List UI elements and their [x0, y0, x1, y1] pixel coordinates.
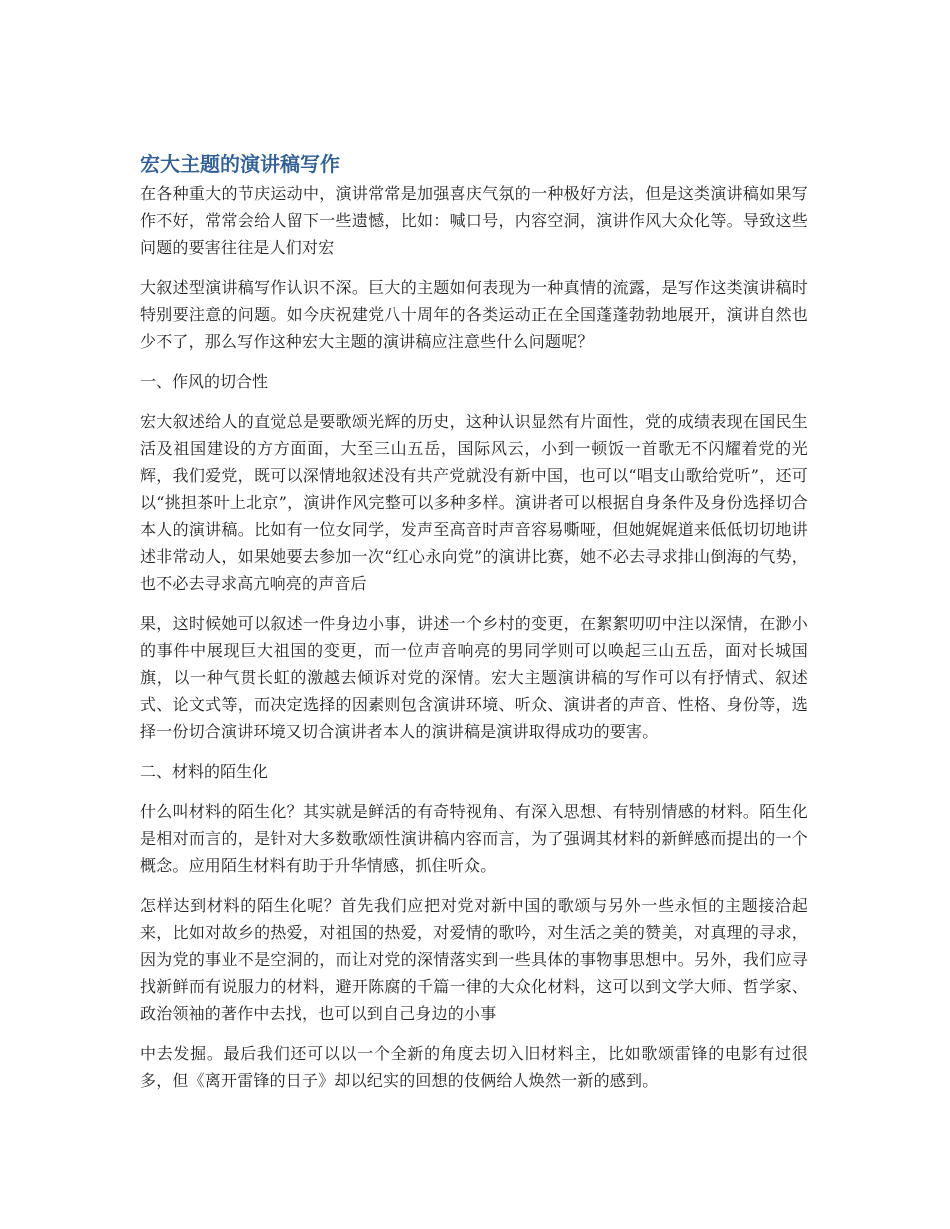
section-heading-style: 一、作风的切合性 [140, 372, 269, 391]
paragraph-style-body: 宏大叙述给人的直觉总是要歌颂光辉的历史，这种认识显然有片面性，党的成绩表现在国民生活及祖国建设的方方面面，大至三山五岳，国际风云，小到一顿饭一首歌无不闪耀着党的光辉，我们爱党，既可以深情地叙述没有共产党就没有新中国，也可以“唱支山歌给党听”，还可以“挑担茶叶上北京”，演讲作风完整可以多种多样。演讲者可以根据自身条件及身份选择切合本人的演讲稿。比如有一位女同学，发声至高音时声音容易嘶哑，但她娓娓道来低低切切地讲述非常动人，如果她要去参加一次“红心永向党”的演讲比赛，她不必去寻求排山倒海的气势，也不必去寻求高亢响亮的声音后 [140, 412, 808, 593]
document-page [140, 150, 808, 1107]
section-heading-material: 二、材料的陌生化 [140, 762, 269, 781]
paragraph-material-conclusion: 中去发掘。最后我们还可以以一个全新的角度去切入旧材料主，比如歌颂雷锋的电影有过很多，但《离开雷锋的日子》却以纪实的回想的伎俩给人焕然一新的感到。 [140, 1044, 808, 1090]
paragraph-intro: 在各种重大的节庆运动中，演讲常常是加强喜庆气氛的一种极好方法，但是这类演讲稿如果写作不好，常常会给人留下一些遗憾，比如：喊口号，内容空洞，演讲作风大众化等。导致这些问题的要害往往是人们对宏 [140, 184, 808, 257]
document-title: 宏大主题的演讲稿写作 [140, 152, 340, 176]
paragraph-material-methods: 怎样达到材料的陌生化呢？首先我们应把对党对新中国的歌颂与另外一些永恒的主题接洽起来，比如对故乡的热爱，对祖国的热爱，对爱情的歌吟，对生活之美的赞美，对真理的寻求，因为党的事业不是空洞的，而让对党的深情落实到一些具体的事物事思想中。另外，我们应寻找新鲜而有说服力的材料，避开陈腐的千篇一律的大众化材料，这可以到文学大师、哲学家、政治领袖的著作中去找，也可以到自己身边的小事 [140, 896, 808, 1023]
paragraph-style-continued: 果，这时候她可以叙述一件身边小事，讲述一个乡村的变更，在絮絮叨叨中注以深情，在渺小的事件中展现巨大祖国的变更，而一位声音响亮的男同学则可以唤起三山五岳，面对长城国旗，以一种气贯长虹的激越去倾诉对党的深情。宏大主题演讲稿的写作可以有抒情式、叙述式、论文式等，而决定选择的因素则包含演讲环境、听众、演讲者的声音、性格、身份等，选择一份切合演讲环境又切合演讲者本人的演讲稿是演讲取得成功的要害。 [140, 614, 808, 741]
paragraph-intro-continued: 大叙述型演讲稿写作认识不深。巨大的主题如何表现为一种真情的流露，是写作这类演讲稿时特别要注意的问题。如今庆祝建党八十周年的各类运动正在全国蓬蓬勃勃地展开，演讲自然也少不了，那么写作这种宏大主题的演讲稿应注意些什么问题呢？ [140, 278, 808, 351]
paragraph-material-definition: 什么叫材料的陌生化？其实就是鲜活的有奇特视角、有深入思想、有特别情感的材料。陌生化是相对而言的，是针对大多数歌颂性演讲稿内容而言，为了强调其材料的新鲜感而提出的一个概念。应用陌生材料有助于升华情感，抓住听众。 [140, 802, 808, 875]
